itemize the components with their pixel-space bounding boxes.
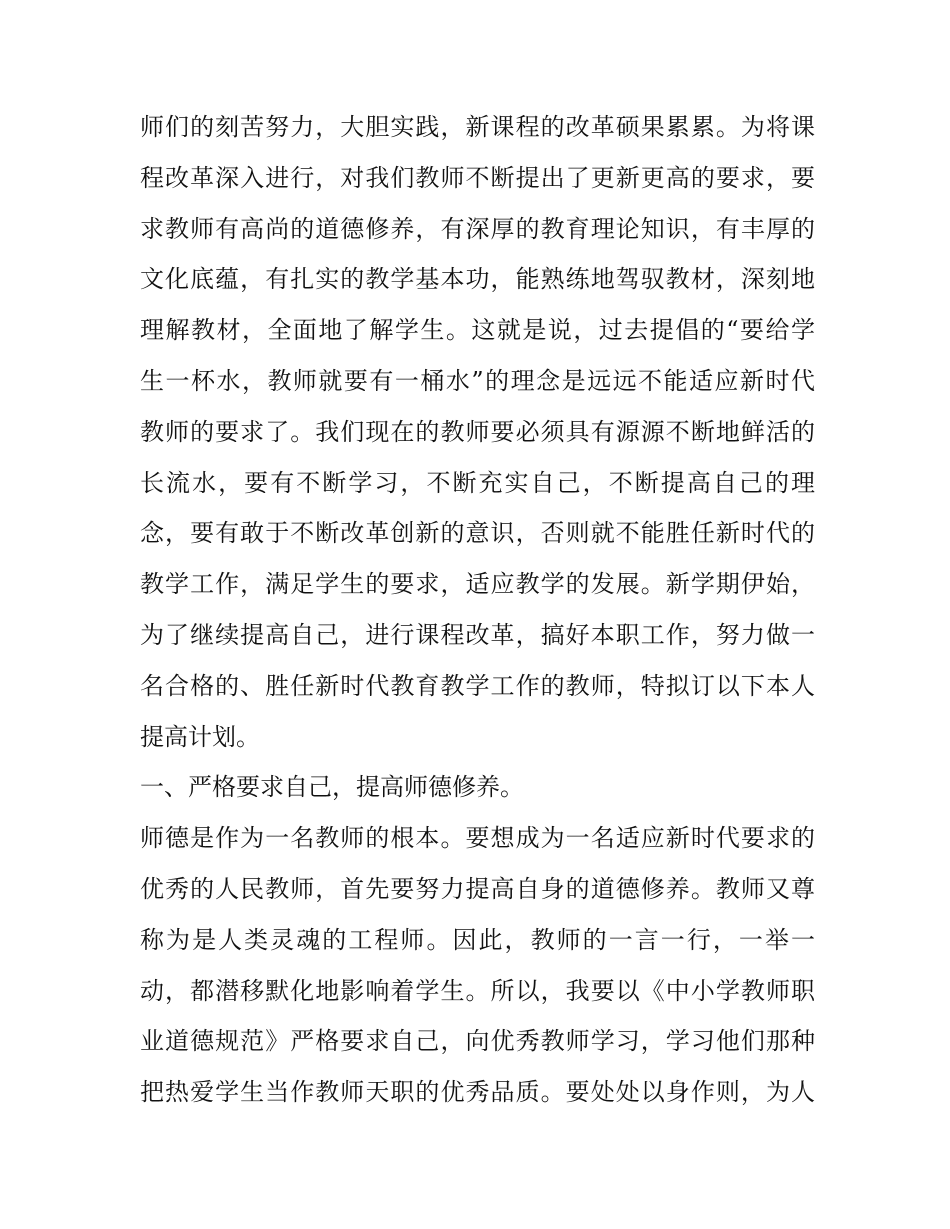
text-line: 长流水，要有不断学习，不断充实自己，不断提高自己的理 [140,468,815,497]
text-line: 优秀的人民教师，首先要努力提高自身的道德修养。教师又尊 [140,874,815,903]
section-heading: 一、严格要求自己，提高师德修养。 [140,773,524,802]
text-line: 师们的刻苦努力，大胆实践，新课程的改革硕果累累。为将课 [140,113,815,141]
text-line: 名合格的、胜任新时代教育教学工作的教师，特拟订以下本人 [140,671,815,700]
text-line: 师德是作为一名教师的根本。要想成为一名适应新时代要求的 [140,824,815,853]
text-line: 为了继续提高自己，进行课程改革，搞好本职工作，努力做一 [140,620,815,649]
body-text [140,102,815,1118]
text-line: 文化底蕴，有扎实的教学基本功，能熟练地驾驭教材，深刻地 [140,265,815,294]
text-line: 求教师有高尚的道德修养，有深厚的教育理论知识，有丰厚的 [140,214,815,243]
text-line: 动，都潜移默化地影响着学生。所以，我要以《中小学教师职 [140,976,815,1005]
paragraph-end-line: 提高计划。 [140,722,260,751]
text-line: 程改革深入进行，对我们教师不断提出了更新更高的要求，要 [140,163,815,192]
text-line: 称为是人类灵魂的工程师。因此，教师的一言一行，一举一 [140,925,815,954]
text-line: 生一杯水，教师就要有一桶水”的理念是远远不能适应新时代 [140,366,815,395]
text-line: 理解教材，全面地了解学生。这就是说，过去提倡的“要给学 [140,316,815,345]
text-line: 业道德规范》严格要求自己，向优秀教师学习，学习他们那种 [140,1027,815,1056]
text-line: 教学工作，满足学生的要求，适应教学的发展。新学期伊始， [140,570,815,599]
text-line: 把热爱学生当作教师天职的优秀品质。要处处以身作则，为人 [140,1078,815,1107]
text-line: 念，要有敢于不断改革创新的意识，否则就不能胜任新时代的 [140,519,815,548]
text-line: 教师的要求了。我们现在的教师要必须具有源源不断地鲜活的 [140,417,815,446]
